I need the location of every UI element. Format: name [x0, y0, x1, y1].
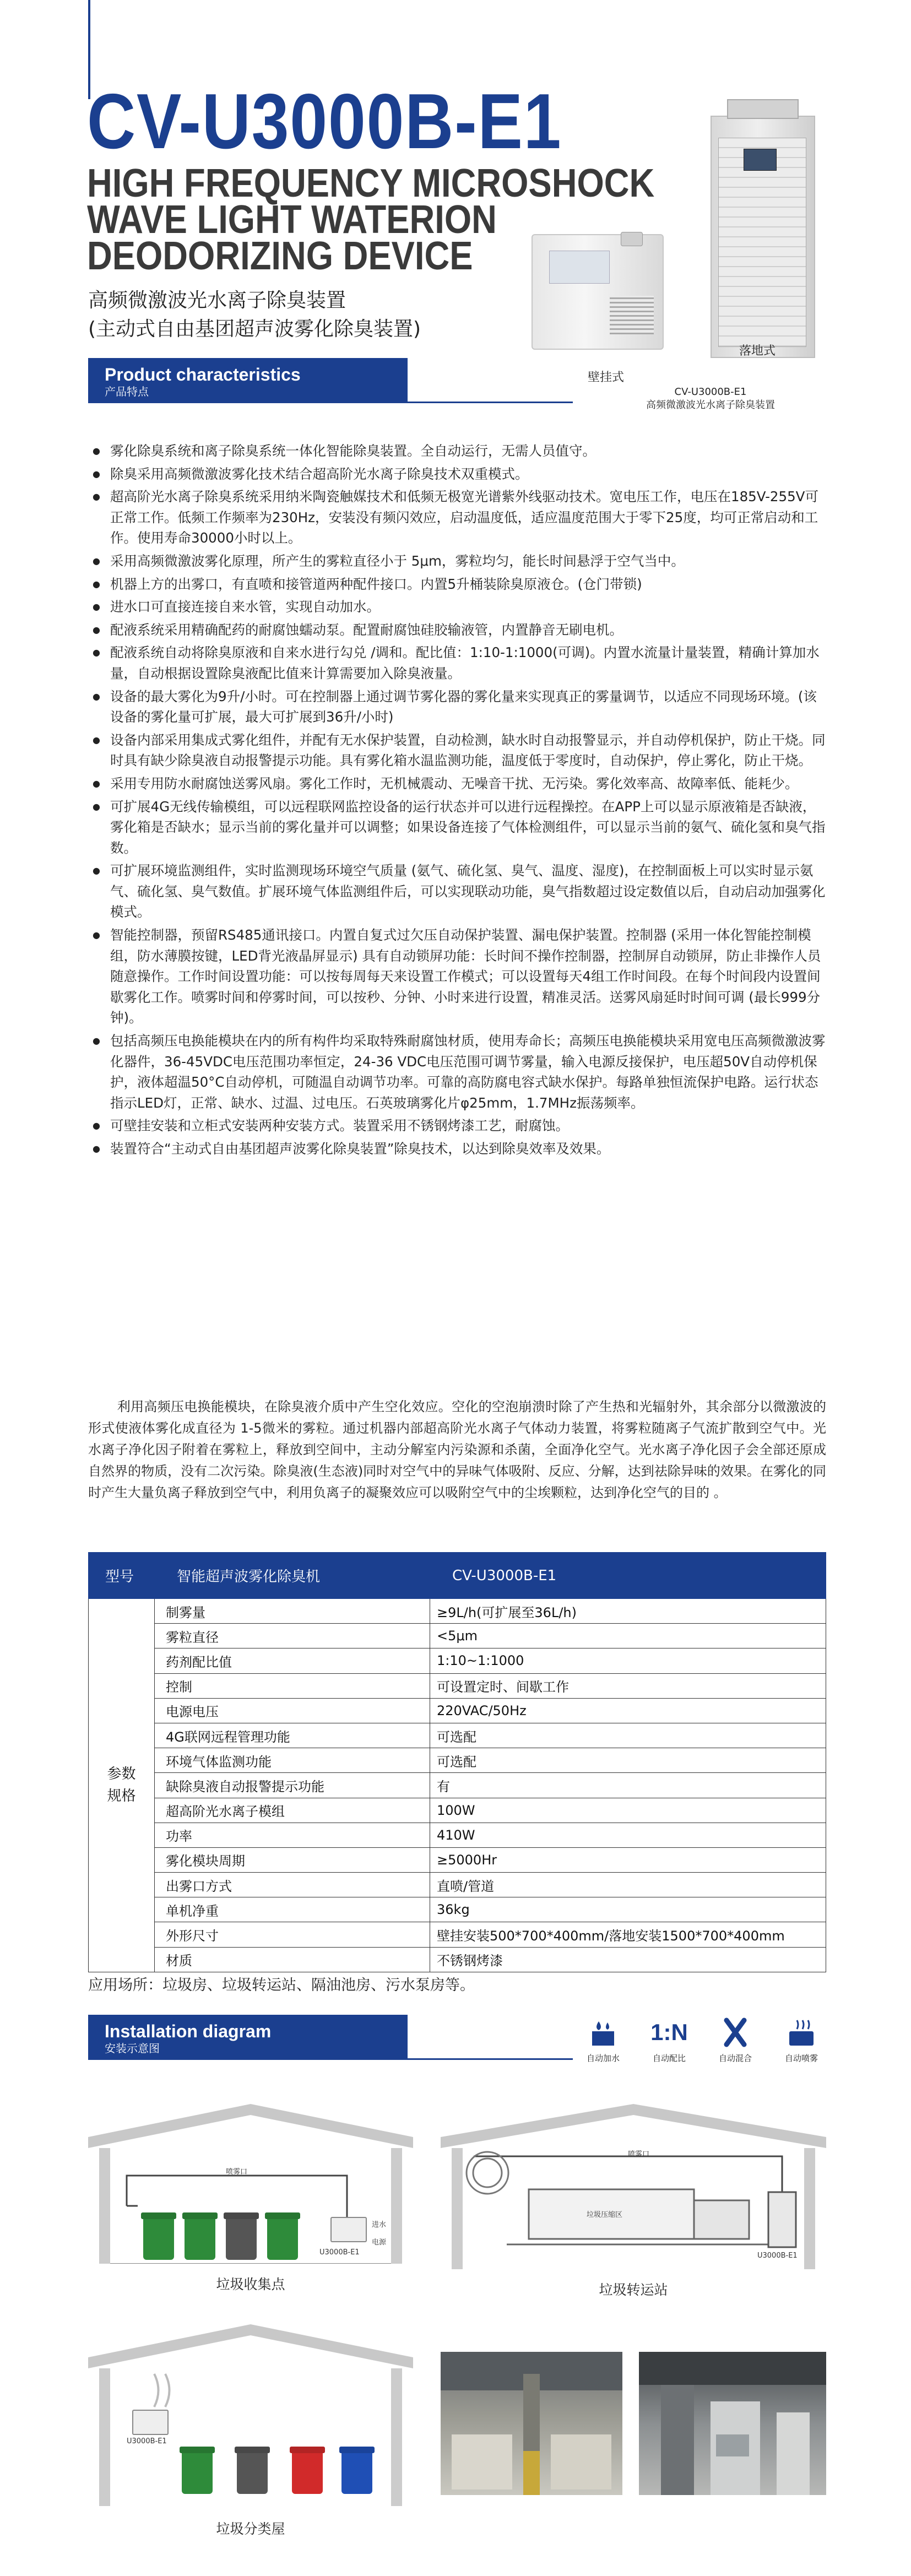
site-photo-1 [441, 2352, 622, 2495]
spec-name: 功率 [155, 1823, 430, 1847]
english-line: WAVE LIGHT WATERION [87, 198, 497, 242]
spec-value: 36kg [430, 1897, 826, 1922]
caption-transfer-station: 垃圾转运站 [599, 2282, 668, 2298]
wall-mount-label: 壁挂式 [587, 371, 624, 384]
section-title-cn: 安装示意图 [105, 2042, 160, 2055]
spec-value: 不锈钢烤漆 [430, 1947, 826, 1972]
spec-name: 制雾量 [155, 1599, 430, 1624]
table-row [89, 1698, 826, 1723]
deodorizer-unit [330, 2217, 367, 2242]
product-caption-name: 高频微激波光水离子除臭装置 [646, 399, 775, 411]
icon-label: 自动配比 [652, 2053, 686, 2063]
chinese-name: 高频微激波光水离子除臭装置 [88, 289, 346, 312]
spec-value: 可设置定时、间歇工作 [430, 1673, 826, 1698]
feature-item: ● 可壁挂安装和立柜式安装两种安装方式。装置采用不锈钢烤漆工艺，耐腐蚀。 [88, 1115, 826, 1136]
spec-table-header [89, 1553, 826, 1599]
table-row [89, 1922, 826, 1947]
feature-item: ● 机器上方的出雾口，有直喷和接管道两种配件接口。内置5升桶装除臭原液仓。(仓门带锁) [88, 574, 826, 595]
table-row [89, 1648, 826, 1673]
spec-name: 外形尺寸 [155, 1922, 430, 1947]
spec-value: 有 [430, 1773, 826, 1798]
ratio-glyph: 1:N [650, 2019, 688, 2045]
feature-item: ● 智能控制器，预留RS485通讯接口。内置自复式过欠压自动保护装置、漏电保护装置。控制器 (采用一体化智能控制模组，防水薄膜按键，LED背光液晶屏显示) 具有自动锁屏功能：长时间不操作控制器，控制屏自动锁屏，防止非操作人员随意操作。工作时间设置功能：可以按每周每天来设置工作模式；可以设置每天4组工作时间段。在每个时间段内设置间歇雾化工作。喷雾时间和停雾时间，可以按秒、分钟、小时来进行设置，精准灵活。送雾风扇延时时间可调 (最长999分钟)。 [88, 925, 826, 1028]
spec-name: 药剂配比值 [155, 1648, 430, 1673]
table-row [89, 1947, 826, 1972]
english-line: DEODORIZING DEVICE [87, 234, 473, 278]
auto-mix-icon [711, 2016, 760, 2064]
spec-name: 环境气体监测功能 [155, 1748, 430, 1773]
waste-bin-gray [226, 2217, 257, 2260]
floor-machine-image [705, 99, 821, 364]
spec-value: 100W [430, 1798, 826, 1823]
feature-item: ● 采用专用防水耐腐蚀送雾风扇。雾化工作时，无机械震动、无噪音干扰、无污染。雾化效率高、故障率低、能耗少。 [88, 773, 826, 794]
spec-value: 220VAC/50Hz [430, 1698, 826, 1723]
product-caption [589, 386, 832, 412]
section-title-en: Product characteristics [105, 365, 301, 384]
chinese-subname: (主动式自由基团超声波雾化除臭装置) [88, 318, 421, 340]
auto-ratio-icon [644, 2016, 694, 2064]
hero [0, 0, 911, 419]
table-row [89, 1673, 826, 1698]
product-characteristics-header [88, 358, 408, 403]
table-row [89, 1624, 826, 1648]
table-row [89, 1823, 826, 1847]
table-row [89, 1723, 826, 1748]
installation-diagram-header [88, 2015, 408, 2060]
feature-item: ● 雾化除臭系统和离子除臭系统一体化智能除臭装置。全自动运行，无需人员值守。 [88, 441, 826, 462]
diagram-sorting-house [88, 2324, 413, 2506]
header-model: 型号 [89, 1553, 155, 1599]
site-photo-2 [639, 2352, 826, 2495]
feature-list [88, 441, 826, 1162]
model-title: CV-U3000B-E1 [87, 78, 562, 165]
section-title-en: Installation diagram [105, 2021, 272, 2041]
table-row [89, 1748, 826, 1773]
english-line: HIGH FREQUENCY MICROSHOCK [87, 161, 655, 205]
icon-label: 自动加水 [586, 2053, 620, 2063]
chinese-title [88, 286, 421, 344]
spec-value: 1:10~1:1000 [430, 1648, 826, 1673]
auto-spray-icon [777, 2016, 826, 2064]
waste-bin-red [292, 2451, 323, 2494]
spec-name: 雾化模块周期 [155, 1847, 430, 1872]
section-underline [408, 2058, 573, 2060]
site-photo-scene [639, 2352, 826, 2495]
feature-item: ● 进水口可直接连接自来水管，实现自动加水。 [88, 596, 826, 617]
section-underline [408, 402, 573, 403]
table-row [89, 1897, 826, 1922]
waste-bin-green [143, 2217, 174, 2260]
waste-bin-green [185, 2217, 215, 2260]
waste-bin-blue [341, 2451, 372, 2494]
feature-item: ● 可扩展环境监测组件，实时监测现场环境空气质量 (氨气、硫化氢、臭气、温度、湿度)，在控制面板上可以实时显示氨气、硫化氢、臭气数值。扩展环境气体监测组件后，可以实现联动功能，臭气指数超过设定数值以后，自动启动加强雾化模式。 [88, 860, 826, 923]
water-inlet-label: 进水 [372, 2221, 387, 2229]
wall-mount-machine-image [526, 229, 669, 358]
floor-label: 落地式 [739, 344, 776, 358]
spec-name: 材质 [155, 1947, 430, 1972]
header-model-code: CV-U3000B-E1 [430, 1553, 826, 1599]
spec-value: 410W [430, 1823, 826, 1847]
feature-item: ● 配液系统采用精确配药的耐腐蚀蠕动泵。配置耐腐蚀硅胶输液管，内置静音无刷电机。 [88, 620, 826, 641]
feature-item: ● 装置符合“主动式自由基团超声波雾化除臭装置”除臭技术，以达到除臭效率及效果。 [88, 1138, 826, 1159]
waste-bin-green [267, 2217, 298, 2260]
spec-name: 雾粒直径 [155, 1624, 430, 1648]
application-places: 应用场所：垃圾房、垃圾转运站、隔油池房、污水泵房等。 [88, 1977, 475, 1994]
spec-value: <5μm [430, 1624, 826, 1648]
site-photo-scene [441, 2352, 622, 2495]
unit-label: U3000B-E1 [757, 2252, 798, 2260]
feature-item: ● 包括高频压电换能模块在内的所有构件均采取特殊耐腐蚀材质，使用寿命长；高频压电换能模块采用宽电压高频微激波雾化器件，36-45VDC电压范围功率恒定，24-36 VDC电压范围可调节雾量，输入电源反接保护，电压超50V自动停机保护，液体超温50°C自动停机，可随温自动调节功率。可靠的高防腐电容式缺水保护。每路单独恒流保护电路。运行状态指示LED灯，正常、缺水、过温、过电压。石英玻璃雾化片φ25mm，1.7MHz振荡频率。 [88, 1031, 826, 1113]
spec-name: 超高阶光水离子模组 [155, 1798, 430, 1823]
nozzle-label: 喷雾口 [628, 2150, 650, 2159]
unit-label: U3000B-E1 [319, 2248, 360, 2257]
spec-value: 可选配 [430, 1748, 826, 1773]
spec-name: 4G联网远程管理功能 [155, 1723, 430, 1748]
product-caption-model: CV-U3000B-E1 [674, 386, 747, 398]
compression-area-label: 垃圾压缩区 [587, 2211, 623, 2219]
feature-item: ● 配液系统自动将除臭原液和自来水进行勾兑 /调和。配比值：1:10-1:1000(可调)。内置水流量计量装置，精确计算加水量，自动根据设置除臭液配比值来计算需要加入除臭液量。 [88, 642, 826, 684]
power-label: 电源 [372, 2238, 387, 2247]
table-row [89, 1773, 826, 1798]
feature-item: ● 除臭采用高频微激波雾化技术结合超高阶光水离子除臭技术双重模式。 [88, 464, 826, 485]
spec-value: 可选配 [430, 1723, 826, 1748]
section-title-cn: 产品特点 [105, 385, 149, 398]
spec-name: 控制 [155, 1673, 430, 1698]
working-principle-paragraph: 利用高频压电换能模块，在除臭液介质中产生空化效应。空化的空泡崩溃时除了产生热和光辐射外，其余部分以微激波的形式使液体雾化成直径为 1-5微米的雾粒。通过机器内部超高阶光水离子气体动力装置，将雾粒随离子气流扩散到空气中。光水离子净化因子附着在雾粒上，释放到空间中，主动分解室内污染源和杀菌，全面净化空气。光水离子净化因子会全部还原成自然界的物质，没有二次污染。除臭液(生态液)同时对空气中的异味气体吸附、反应、分解，达到祛除异味的效果。在雾化的同时产生大量负离子释放到空气中，利用负离子的凝聚效应可以吸附空气中的尘埃颗粒，达到净化空气的目的 。 [88, 1399, 826, 1500]
feature-item: ● 超高阶光水离子除臭系统采用纳米陶瓷触媒技术和低频无极宽光谱紫外线驱动技术。宽电压工作，电压在185V-255V可正常工作。低频工作频率为230Hz，安装没有频闪效应，启动温度低，适应温度范围大于零下25度，均可正常启动和工作。使用寿命30000小时以上。 [88, 486, 826, 549]
spec-name: 单机净重 [155, 1897, 430, 1922]
table-row [89, 1599, 826, 1624]
spec-value: ≥9L/h(可扩展至36L/h) [430, 1599, 826, 1624]
header-product: 智能超声波雾化除臭机 [155, 1553, 430, 1599]
nozzle-label: 喷雾口 [226, 2168, 248, 2176]
feature-item: ● 设备内部采用集成式雾化组件，并配有无水保护装置，自动检测，缺水时自动报警显示，并自动停机保护，防止干烧。同时具有缺少除臭液自动报警提示功能。具有雾化箱水温监测功能，温度低于零度时，自动保护，停止雾化，防止干烧。 [88, 730, 826, 771]
waste-bin-green [182, 2451, 213, 2494]
deodorizer-unit [132, 2410, 169, 2435]
feature-item: ● 可扩展4G无线传输模组，可以远程联网监控设备的运行状态并可以进行远程操控。在APP上可以显示原液箱是否缺液，雾化箱是否缺水；显示当前的雾化量并可以调整；如果设备连接了气体检测组件，可以显示当前的氨气、硫化氢和臭气指数。 [88, 796, 826, 859]
spec-value: 直喷/管道 [430, 1873, 826, 1897]
spec-name: 缺除臭液自动报警提示功能 [155, 1773, 430, 1798]
caption-sorting-house: 垃圾分类屋 [216, 2521, 285, 2537]
waste-bin-gray [237, 2451, 268, 2494]
spec-value: ≥5000Hr [430, 1847, 826, 1872]
diagram-collection-point [88, 2104, 413, 2264]
icon-label: 自动混合 [718, 2053, 752, 2063]
auto-water-icon [578, 2016, 628, 2064]
feature-item: ● 设备的最大雾化为9升/小时。可在控制器上通过调节雾化器的雾化量来实现真正的雾量调节，以适应不同现场环境。(该设备的雾化量可扩展，最大可扩展到36升/小时) [88, 686, 826, 728]
feature-icons [578, 2016, 832, 2076]
icon-label: 自动喷雾 [784, 2053, 818, 2063]
table-row [89, 1847, 826, 1872]
station-outline [441, 2104, 826, 2269]
spec-group-label: 参数规格 [89, 1599, 155, 1972]
caption-collection-point: 垃圾收集点 [216, 2276, 285, 2292]
feature-item: ● 采用高频微激波雾化原理，所产生的雾粒直径小于 5μm，雾粒均匀，能长时间悬浮于空气当中。 [88, 551, 826, 572]
table-row [89, 1873, 826, 1897]
table-row [89, 1798, 826, 1823]
spec-table [88, 1552, 826, 1972]
spec-name: 电源电压 [155, 1698, 430, 1723]
unit-label: U3000B-E1 [127, 2437, 167, 2445]
diagram-transfer-station [441, 2104, 826, 2269]
spec-name: 出雾口方式 [155, 1873, 430, 1897]
spec-value: 壁挂安装500*700*400mm/落地安装1500*700*400mm [430, 1922, 826, 1947]
